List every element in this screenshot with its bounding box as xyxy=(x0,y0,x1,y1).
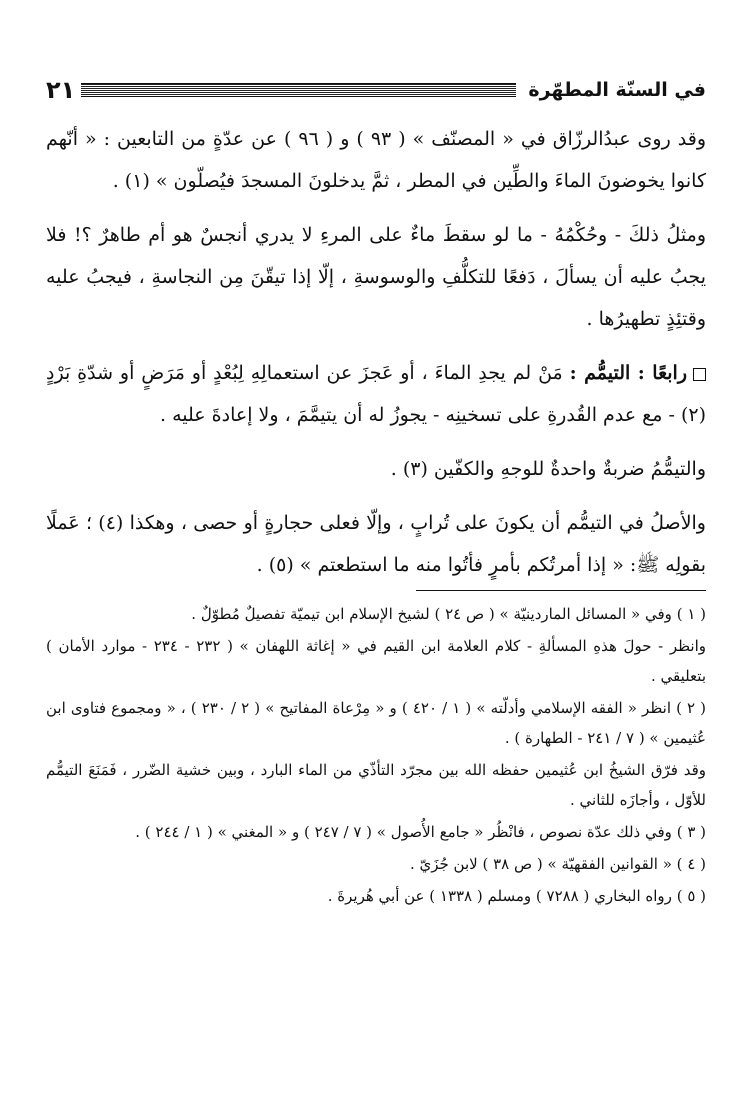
paragraph-3-text: مَنْ لم يجدِ الماءَ ، أو عَجزَ عن استعمالِهِ لِبُعْدٍ أو مَرَضٍ أو شدّةِ بَرْدٍ (٢) - مع عدم القُدرةِ على تسخينِه - يجوزُ له أن يتيمَّمَ ، ولا إعادةَ عليه . xyxy=(46,362,706,426)
paragraph-3 xyxy=(46,352,706,436)
book-page xyxy=(46,72,706,913)
paragraph-1: وقد روى عبدُالرزّاق في « المصنّف » ( ٩٣ ) و ( ٩٦ ) عن عدّةٍ من التابعين : « أنّهم كانوا يخوضونَ الماءَ والطِّين في المطر ، ثمَّ يدخلونَ المسجدَ فيُصلّون » (١) . xyxy=(46,128,706,192)
header-rule xyxy=(81,83,516,97)
footnote-5: ( ٥ ) رواه البخاري ( ٧٢٨٨ ) ومسلم ( ١٣٣٨ ) عن أبي هُريرةَ . xyxy=(327,887,706,905)
page-number: ٢١ xyxy=(46,76,76,104)
running-title: في السنّة المطهّرة xyxy=(528,79,706,101)
paragraph-5: والأصلُ في التيمُّم أن يكونَ على تُرابٍ ، وإلّا فعلى حجارةٍ أو حصى ، وهكذا (٤) ؛ عَملًا بقولِه ﷺ: « إذا أمرتُكم بأمرٍ فأتُوا منه ما استطعتم » (٥) . xyxy=(46,512,706,576)
footnotes xyxy=(46,599,706,911)
footnote-4: ( ٤ ) « القوانين الفقهيّة » ( ص ٣٨ ) لابن جُزَيّ . xyxy=(409,855,706,873)
footnote-1a: ( ١ ) وفي « المسائل الماردينيّة » ( ص ٢٤ ) لشيخ الإسلام ابن تيميّة تفصيلٌ مُطوّلٌ . xyxy=(191,605,706,623)
footnote-2a: ( ٢ ) انظر « الفقه الإسلامي وأدلّته » ( ١ / ٤٢٠ ) و « مِرْعاة المفاتيح » ( ٢ / ٢٣٠ ) ، « ومجموع فتاوى ابن عُثيمين » ( ٧ / ٢٤١ - الطهارة ) . xyxy=(46,699,707,747)
footnote-2b: وقد فرّق الشيخُ ابن عُثيمين حفظه الله بين مجرّد التأذّي من الماء البارد ، وبين خشية الضّرر ، فَمَنَعَ التيمُّم للأوّل ، وأجازَه للثاني . xyxy=(46,761,706,809)
paragraph-4: والتيمُّمُ ضربةٌ واحدةٌ للوجهِ والكفّين (٣) . xyxy=(390,458,706,480)
page-header xyxy=(46,72,706,108)
paragraph-2: ومثلُ ذلكَ - وحُكْمُهُ - ما لو سقطَ ماءٌ على المرءِ لا يدري أنجسٌ هو أم طاهرٌ ؟! فلا يجبُ عليه أن يسألَ ، دَفعًا للتكلُّفِ والوسوسةِ ، إلّا إذا تيقّنَ مِن النجاسةِ ، فيجبُ عليه وقتئِذٍ تطهيرُها . xyxy=(46,224,706,330)
section-heading: رابعًا : التيمُّم : xyxy=(569,362,688,384)
main-text xyxy=(46,118,706,586)
footnote-1b: وانظر - حولَ هذهِ المسألةِ - كلام العلامة ابن القيم في « إغاثة اللهفان » ( ٢٣٢ - ٢٣٤ - موارد الأمان ) بتعليقي . xyxy=(46,637,706,685)
footnote-3: ( ٣ ) وفي ذلك عدّة نصوص ، فانْظُر « جامع الأُصول » ( ٧ / ٢٤٧ ) و « المغني » ( ١ / ٢٤٤ ) . xyxy=(135,823,706,841)
square-bullet-icon xyxy=(693,368,706,381)
footnote-separator xyxy=(416,590,706,591)
